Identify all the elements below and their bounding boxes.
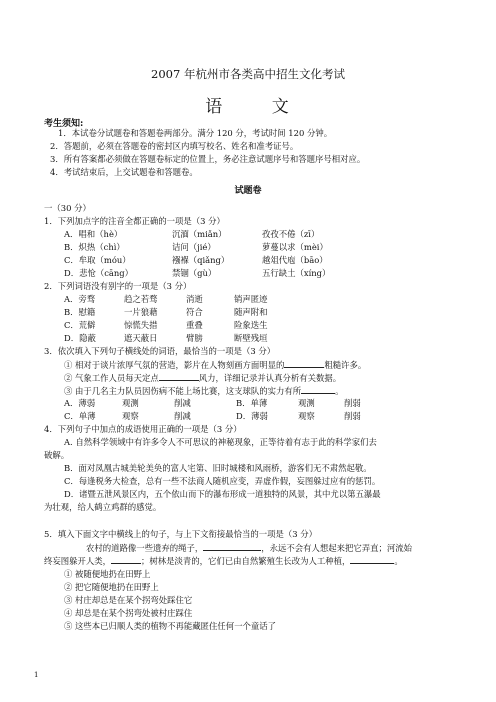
option: 随声附和 [234,307,268,317]
q5-option: ④ 却总是在某个拐弯处被村庄踩住 [64,608,193,618]
q3-sentence-2 [64,372,341,384]
q4-option-a: A. 自然科学领域中有许多令人不可思议的神秘现象，正等待着有志于此的科学家们去 [64,437,377,447]
option: D．隐蔽 [64,333,96,343]
q3-sentence-1 [64,359,366,371]
option: 削减 [174,411,191,421]
option: 趋之若骛 [124,294,158,304]
option: 消逝 [186,294,203,304]
passage-text: 。 [394,556,403,566]
fill-blank [111,555,141,564]
option: 襁褓（qiǎng） [172,255,230,265]
option: C．牟取（móu） [64,255,131,265]
option: 削弱 [344,411,361,421]
fill-blank [203,542,261,551]
q3-stem: 3．依次填入下列句子横线处的词语，最恰当的一项是（3 分） [44,346,276,356]
sentence-text: ② 气象工作人员每天定点 [64,373,159,383]
q4-stem: 4．下列句子中加点的成语使用正确的一项是（3 分） [44,424,242,434]
q5-option: ⑤ 这些本已归顺人类的植物不再能藏匿住任何一个童话了 [64,621,277,631]
page-number: 1 [34,671,39,679]
sentence-text: 粗糙许多。 [324,360,367,370]
option: 观测 [122,398,139,408]
passage-text: ，永远不会有人想起来把它弄直；河流始 [261,543,412,553]
q1-stem: 1．下列加点字的注音全都正确的一项是（3 分） [44,216,225,226]
option: 销声匿迹 [234,294,268,304]
option: 观察 [298,411,315,421]
option: 符合 [186,307,203,317]
passage-text: ；树林是淡青的，它们已由自然繁殖生长改为人工种植， [141,556,351,566]
passage-text: 终妄图躲开人类， [44,556,111,566]
notice-item: 4．考试结束后，上交试题卷和答题卷。 [50,167,198,177]
notice-item: 1．本试卷分试题卷和答题卷两部分。满分 120 分，考试时间 120 分钟。 [58,128,333,138]
fill-blank [284,359,324,368]
option: 断壁残垣 [234,333,268,343]
option: 禁锢（gù） [172,268,217,278]
option: 一片狼藉 [124,307,158,317]
option: 遮天蔽日 [124,333,158,343]
option: B．炽热（chì） [64,242,125,252]
q4-option-a-cont: 破解。 [44,450,70,460]
q5-stem: 5．填入下面文字中横线上的句子，与上下文衔接最恰当的一项是（3 分） [44,529,317,539]
option: 五行缺土（xíng） [262,268,331,278]
fill-blank [350,555,394,564]
q4-option-d-cont: 为壮观，给人鹤立鸡群的感觉。 [44,502,162,512]
option: 沉湎（miǎn） [172,229,227,239]
q5-passage-line-2 [44,555,403,567]
paper-label: 试题卷 [234,186,262,196]
option: 险象迭生 [234,320,268,330]
q5-passage-line-1 [86,542,412,554]
option: 越俎代庖（bāo） [262,255,328,265]
exam-title: 2007 年杭州市各类高中招生文化考试 [151,67,345,81]
option: 诘问（jié） [172,242,216,252]
option: 削弱 [344,398,361,408]
q4-option-c: C．每逢税务大检查，总有一些不法商人随机应变，弄虚作假，妄图躲过应有的惩罚。 [64,476,381,486]
sentence-text: 风力，详细记录并认真分析有关数据。 [198,373,342,383]
option: 重叠 [186,320,203,330]
fill-blank [301,385,335,394]
fill-blank [159,372,199,381]
option: 惊慌失措 [124,320,158,330]
option: 萝蔓以求（mèi） [262,242,328,252]
sentence-text: ① 相对于谈片浓厚气氛的营造，影片在人物刻画方面明显的 [64,360,285,370]
notice-item: 3．所有答案都必须做在答题卷标定的位置上，务必注意试题序号和答题序号相对应。 [50,154,366,164]
q4-option-b: B．面对凤凰古城美轮美奂的富人宅第、旧时城楼和风雨桥，游客们无不肃然起敬。 [64,463,372,473]
option: 观测 [298,398,315,408]
q5-option: ③ 村庄却总是在某个拐弯处踩住它 [64,595,193,605]
option: 臂膀 [186,333,203,343]
sentence-text: ③ 由于几名主力队员因伤病不能上场比赛，这支球队的实力有所 [64,386,302,396]
q4-option-d: D．诸暨五泄风景区内，五个依山而下的瀑布形成一道独特的风景，其中尤以第五瀑最 [64,489,381,499]
option: A．薄弱 [64,398,96,408]
q3-sentence-3 [64,385,344,397]
q5-option: ② 把它随便地扔在田野上 [64,582,159,592]
q2-stem: 2．下列词语没有别字的一项是（3 分） [44,281,192,291]
option: 削减 [174,398,191,408]
option: D．薄弱 [236,411,268,421]
notice-item: 2．答题前，必须在答题卷的密封区内填写校名、姓名和准考证号。 [50,141,299,151]
option: D．悲怆（cāng） [64,268,134,278]
section-heading: 一（30 分） [44,203,91,213]
subject-title: 语 文 [205,97,311,117]
notice-heading: 考生须知: [44,119,84,129]
option: 观察 [122,411,139,421]
q5-option: ① 被随便地扔在田野上 [64,569,151,579]
option: A．唱和（hè） [64,229,123,239]
passage-text: 农村的道路像一些遗弃的绳子， [86,543,204,553]
option: B．单薄 [236,398,268,408]
option: C．单薄 [64,411,96,421]
option: 孜孜不倦（zī） [262,229,320,239]
option: A．旁骛 [64,294,96,304]
option: C．荒僻 [64,320,96,330]
option: B．慰籍 [64,307,96,317]
sentence-text: 。 [335,386,344,396]
